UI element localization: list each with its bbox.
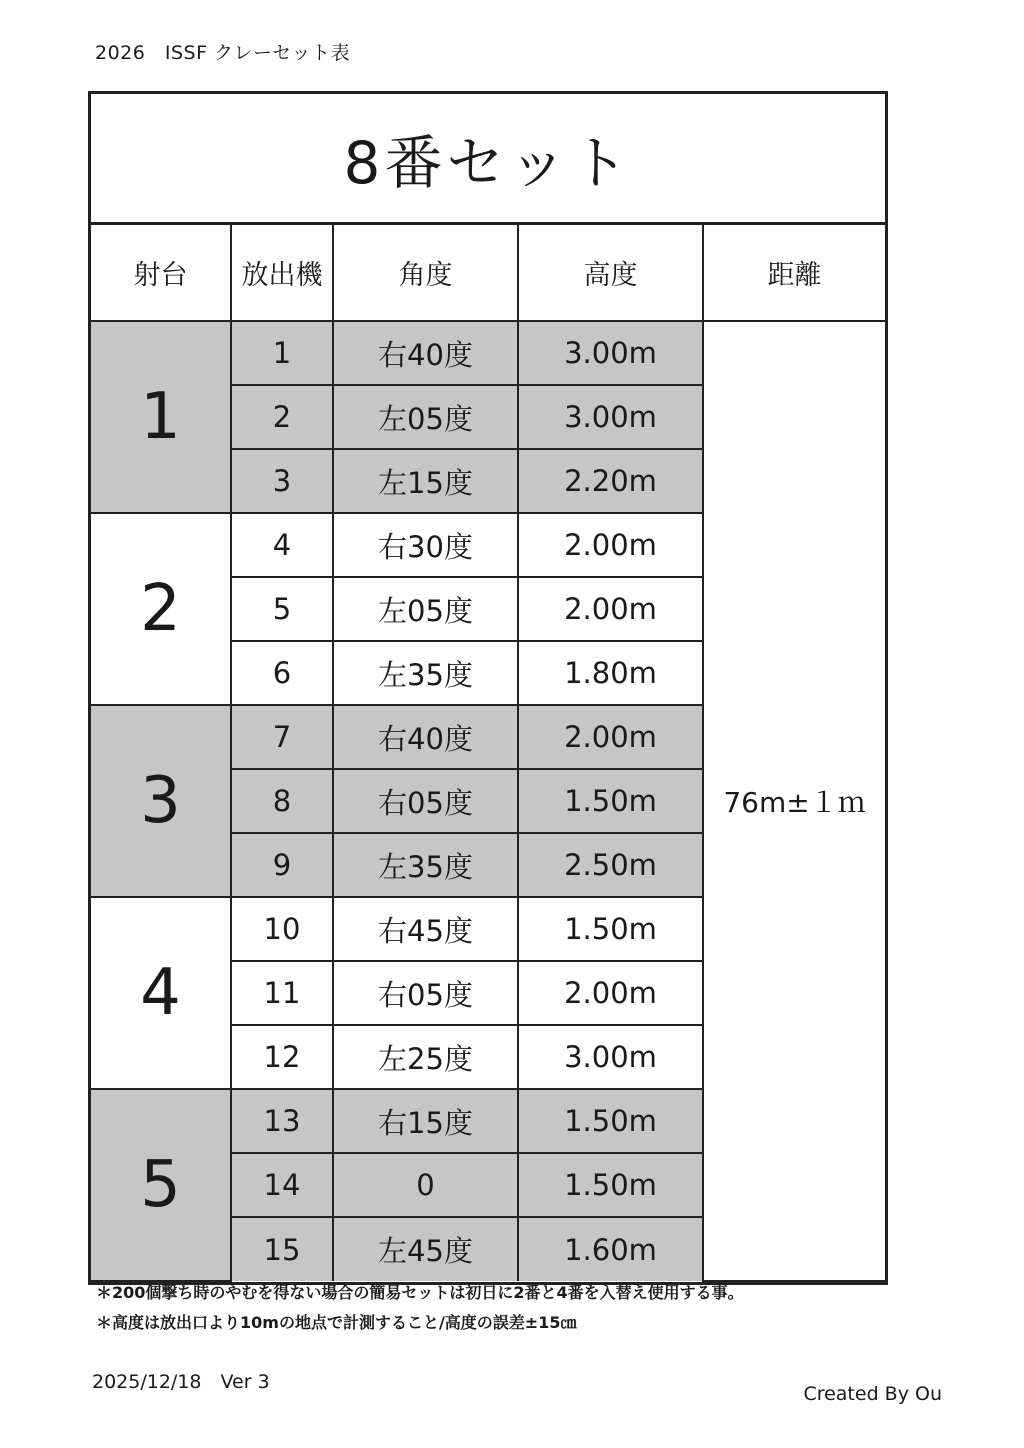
machine-number: 4 [231, 513, 333, 577]
height-value: 2.50m [518, 833, 703, 897]
machine-number: 1 [231, 321, 333, 385]
clay-set-sheet [88, 91, 888, 1285]
machine-number: 2 [231, 385, 333, 449]
col-header-station: 射台 [91, 225, 231, 321]
station-number: 3 [91, 705, 231, 897]
col-header-machine: 放出機 [231, 225, 333, 321]
col-header-angle: 角度 [333, 225, 518, 321]
angle-value: 右40度 [333, 321, 518, 385]
angle-value: 左05度 [333, 577, 518, 641]
notes [96, 1278, 744, 1338]
angle-value: 左35度 [333, 833, 518, 897]
angle-value: 左35度 [333, 641, 518, 705]
col-header-distance: 距離 [703, 225, 885, 321]
height-value: 3.00m [518, 385, 703, 449]
angle-value: 左45度 [333, 1217, 518, 1281]
angle-value: 右15度 [333, 1089, 518, 1153]
clay-set-table [91, 225, 885, 1282]
col-header-height: 高度 [518, 225, 703, 321]
table-header-row [91, 225, 885, 321]
machine-number: 11 [231, 961, 333, 1025]
machine-number: 8 [231, 769, 333, 833]
distance-value: 76m±１ｍ [703, 321, 885, 1281]
height-value: 1.50m [518, 897, 703, 961]
height-value: 2.00m [518, 577, 703, 641]
height-value: 2.00m [518, 705, 703, 769]
height-value: 2.00m [518, 513, 703, 577]
station-number: 4 [91, 897, 231, 1089]
angle-value: 左25度 [333, 1025, 518, 1089]
date-version: 2025/12/18 Ver 3 [92, 1371, 270, 1393]
height-value: 2.00m [518, 961, 703, 1025]
angle-value: 左05度 [333, 385, 518, 449]
height-value: 1.60m [518, 1217, 703, 1281]
set-title: 8番セット [91, 94, 885, 225]
station-number: 1 [91, 321, 231, 513]
station-number: 2 [91, 513, 231, 705]
table-body [91, 321, 885, 1281]
height-value: 3.00m [518, 1025, 703, 1089]
note-item: ＊高度は放出口より10mの地点で計測すること/高度の誤差±15㎝ [96, 1313, 577, 1332]
machine-number: 6 [231, 641, 333, 705]
machine-number: 12 [231, 1025, 333, 1089]
angle-value: 右45度 [333, 897, 518, 961]
machine-number: 13 [231, 1089, 333, 1153]
height-value: 1.80m [518, 641, 703, 705]
station-number: 5 [91, 1089, 231, 1281]
credit: Created By Ou [803, 1383, 942, 1405]
height-value: 3.00m [518, 321, 703, 385]
table-row [91, 321, 885, 385]
machine-number: 5 [231, 577, 333, 641]
angle-value: 右30度 [333, 513, 518, 577]
height-value: 1.50m [518, 1089, 703, 1153]
machine-number: 7 [231, 705, 333, 769]
height-value: 1.50m [518, 769, 703, 833]
height-value: 1.50m [518, 1153, 703, 1217]
height-value: 2.20m [518, 449, 703, 513]
machine-number: 14 [231, 1153, 333, 1217]
angle-value: 左15度 [333, 449, 518, 513]
machine-number: 9 [231, 833, 333, 897]
angle-value: 右05度 [333, 769, 518, 833]
machine-number: 10 [231, 897, 333, 961]
machine-number: 15 [231, 1217, 333, 1281]
angle-value: 右05度 [333, 961, 518, 1025]
note-item: ＊200個撃ち時のやむを得ない場合の簡易セットは初日に2番と4番を入替え使用する事。 [96, 1283, 744, 1302]
document-header-title: 2026 ISSF クレーセット表 [95, 42, 351, 64]
angle-value: 右40度 [333, 705, 518, 769]
machine-number: 3 [231, 449, 333, 513]
angle-value: 0 [333, 1153, 518, 1217]
